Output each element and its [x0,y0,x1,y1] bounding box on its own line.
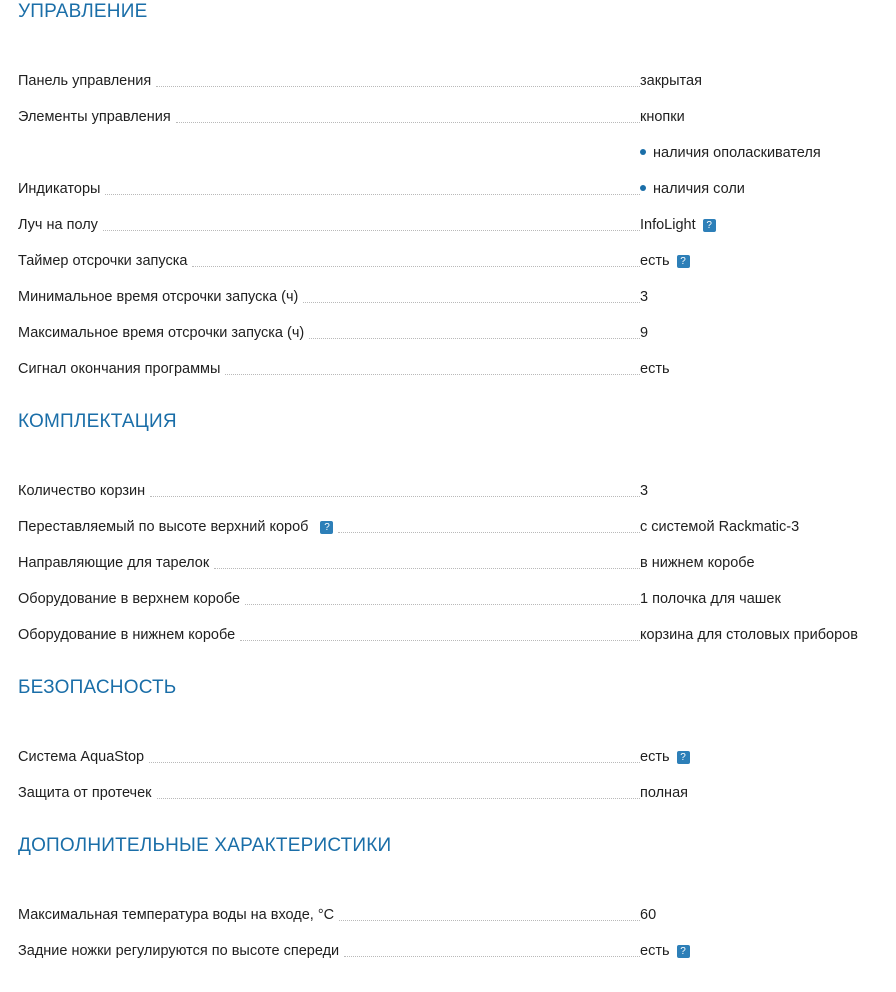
dotted-leader [149,762,640,763]
spec-name-cell [18,766,640,802]
dotted-leader [245,604,640,605]
spec-name-inner [18,906,640,924]
spec-label: Таймер отсрочки запуска [18,252,192,270]
spec-value-cell [640,342,896,378]
spec-label: Сигнал окончания программы [18,360,225,378]
section-безопасность [18,676,878,834]
table-row [18,270,896,306]
spec-name-cell [18,888,640,924]
spec-name-inner [18,590,640,608]
spec-name-cell [18,464,640,500]
spec-name-cell [18,126,640,198]
spec-table [18,464,896,644]
help-icon[interactable]: ? [320,521,333,534]
spec-value-cell [640,234,896,270]
spec-value-text: есть [640,943,670,959]
spec-name-inner [18,482,640,500]
spec-label: Количество корзин [18,482,150,500]
spec-value-cell [640,888,896,924]
spec-value-text: 9 [640,325,649,341]
spec-value [640,554,896,572]
spec-value [640,324,896,342]
spec-value-text: 3 [640,289,649,305]
spec-label: Защита от протечек [18,784,157,802]
help-icon[interactable]: ? [677,255,690,268]
spec-value [640,942,896,960]
dotted-leader [240,640,640,641]
bullet-icon [640,149,646,155]
spec-label: Задние ножки регулируются по высоте спереди [18,942,344,960]
spec-value-text: есть [640,253,670,269]
spec-label: Оборудование в нижнем коробе [18,626,240,644]
spec-table [18,730,896,802]
dotted-leader [105,194,640,195]
spec-table [18,888,896,960]
dotted-leader [214,568,640,569]
table-row [18,730,896,766]
spec-value [640,360,896,378]
spec-value-text: полная [640,785,688,801]
table-row [18,234,896,270]
table-row [18,536,896,572]
dotted-leader [309,338,640,339]
help-icon[interactable]: ? [703,219,716,232]
spec-table [18,54,896,378]
spec-name-inner [18,252,640,270]
spec-value [640,784,896,802]
spec-name-inner [18,360,640,378]
spec-value [640,108,896,126]
spec-name-inner [18,288,640,306]
spec-value-text: кнопки [640,109,685,125]
section-title: КОМПЛЕКТАЦИЯ [18,411,177,432]
spec-value-text: есть [640,361,670,377]
spec-value-cell [640,198,896,234]
spec-value-text: наличия ополаскивателя [653,145,821,161]
table-row [18,924,896,960]
spec-label: Максимальная температура воды на входе, °C [18,906,339,924]
dotted-leader [157,798,640,799]
spacer [18,700,878,730]
dotted-leader [156,86,640,87]
table-row [18,306,896,342]
spec-value-text: 1 полочка для чашек [640,591,781,607]
spec-name-cell [18,54,640,90]
spec-value-cell [640,126,896,198]
spec-value-cell [640,500,896,536]
spec-label: Максимальное время отсрочки запуска (ч) [18,324,309,342]
dotted-leader [176,122,640,123]
table-row [18,126,896,198]
spec-name-inner [18,626,640,644]
spec-value-text: есть [640,749,670,765]
spec-value [640,590,896,608]
spec-value [640,72,896,90]
spec-label: Панель управления [18,72,156,90]
spec-label: Индикаторы [18,180,105,198]
spec-name-inner [18,942,640,960]
spec-label: Луч на полу [18,216,103,234]
section-комплектация [18,410,878,676]
spec-name-cell [18,730,640,766]
help-icon[interactable]: ? [677,751,690,764]
spec-label: Направляющие для тарелок [18,554,214,572]
dotted-leader [150,496,640,497]
spec-name-cell [18,306,640,342]
spec-value [640,748,896,766]
dotted-leader [303,302,640,303]
spec-name-inner [18,518,640,536]
spec-value-text: 3 [640,483,649,499]
help-icon[interactable]: ? [677,945,690,958]
spec-name-cell [18,270,640,306]
specification-sections [18,0,878,992]
spec-value-cell [640,54,896,90]
spec-value-text: закрытая [640,73,702,89]
spec-value-cell [640,766,896,802]
spec-label: Система AquaStop [18,748,149,766]
dotted-leader [344,956,640,957]
table-row [18,90,896,126]
section-title: УПРАВЛЕНИЕ [18,1,148,22]
spec-name-cell [18,500,640,536]
section-управление [18,0,878,410]
spec-name-inner [18,748,640,766]
table-row [18,500,896,536]
spec-value [640,216,896,234]
spacer [18,644,878,676]
spec-value-cell [640,572,896,608]
spec-name-inner [18,784,640,802]
spec-name-cell [18,90,640,126]
table-row [18,766,896,802]
spacer [18,960,878,992]
spec-label: Оборудование в верхнем коробе [18,590,245,608]
table-row [18,608,896,644]
spec-name-cell [18,234,640,270]
table-row [18,888,896,924]
spec-name-inner [18,180,640,198]
spec-value-cell [640,270,896,306]
spec-name-cell [18,342,640,378]
spec-name-inner [18,72,640,90]
spec-value [640,626,896,644]
spec-name-cell [18,198,640,234]
section-дополнительные-характеристики [18,834,878,992]
spec-value-text: InfoLight [640,217,696,233]
spacer [18,858,878,888]
spec-name-inner [18,324,640,342]
table-row [18,572,896,608]
spec-name-cell [18,572,640,608]
spec-label: Переставляемый по высоте верхний короб [18,518,313,536]
spec-name-inner [18,216,640,234]
spec-value [640,482,896,500]
spec-value [640,288,896,306]
dotted-leader [103,230,640,231]
spec-name-cell [18,608,640,644]
spec-value-cell [640,306,896,342]
spec-label: Минимальное время отсрочки запуска (ч) [18,288,303,306]
spec-name-cell [18,536,640,572]
spacer [18,378,878,410]
table-row [18,342,896,378]
spec-value [640,906,896,924]
dotted-leader [339,920,640,921]
spec-value-cell [640,536,896,572]
spec-value-cell [640,608,896,644]
dotted-leader [225,374,640,375]
spec-value-cell [640,464,896,500]
spec-value [640,144,896,162]
spec-value-text: в нижнем коробе [640,555,755,571]
spec-name-inner [18,108,640,126]
help-icon-wrap [313,518,338,536]
spec-value-cell [640,90,896,126]
spec-value [640,180,896,198]
spacer [18,24,878,54]
spacer [18,434,878,464]
spec-value-cell [640,730,896,766]
dotted-leader [338,532,640,533]
dotted-leader [192,266,640,267]
bullet-icon [640,185,646,191]
spec-value-cell [640,924,896,960]
spec-label: Элементы управления [18,108,176,126]
spec-value-text: наличия соли [653,181,745,197]
table-row [18,464,896,500]
spec-name-cell [18,924,640,960]
spec-value [640,518,896,536]
section-title: БЕЗОПАСНОСТЬ [18,677,177,698]
spacer [18,802,878,834]
spec-name-inner [18,554,640,572]
spec-value-text: с системой Rackmatic-3 [640,519,800,535]
table-row [18,54,896,90]
section-title: ДОПОЛНИТЕЛЬНЫЕ ХАРАКТЕРИСТИКИ [18,835,392,856]
spec-value [640,252,896,270]
spec-value-text: корзина для столовых приборов [640,627,858,643]
table-row [18,198,896,234]
spec-value-text: 60 [640,907,657,923]
